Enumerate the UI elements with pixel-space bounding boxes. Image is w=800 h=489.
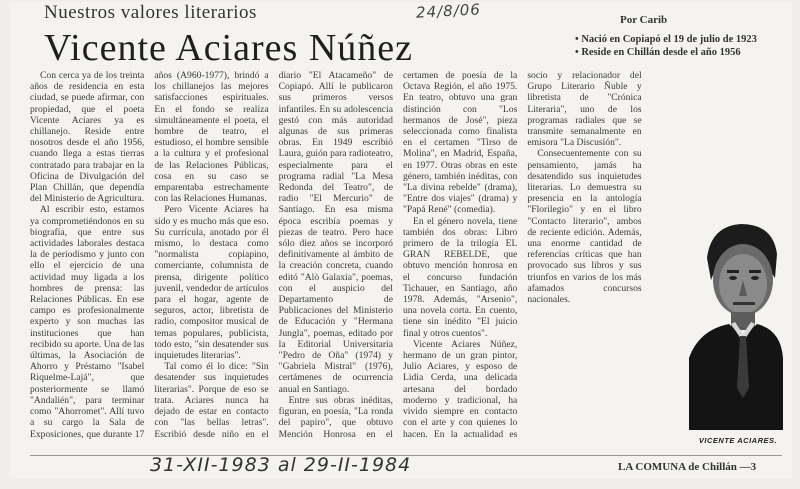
paragraph: Entre sus obras inéditas, figuran, en poesía, "La ronda del papiro", que obtuvo Mención Honrosa en el certamen de poesía de la Octava Región, el año 1975. En teatro, obtuvo una gran distinción con "Los hermanos de José", pieza seleccionada como finalista en el certamen "Tirso de Molina", en Madrid, España, en 1977. Otras obras en este género, también inéditas, con "La divina rebelde" (drama), "Entre dos viajes" (drama) y "Papá René" (comedia). <box>278 70 518 440</box>
paragraph: Tal como él lo dice: "Sin desatender sus inquietudes literarias". Porque de eso se trata. Aciares nunca ha dejado de estar en contacto con "las bellas letras". Escribió desde niño en el diario "El Atacameño" de Copiapó. Allí le publicaron sus primeros versos infantiles. En su adolescencia gestó con más autoridad algunas de sus primeras obras. En 1949 escribió Laura, guión para radioteatro, especialmente para el programa radial "La Mesa Redonda del Teatro", de radio "El Mercurio" de Santiago. En esa misma época escribía poemas y piezas de teatro. Pero hace sólo diez años se incorporó definitivamente al ámbito de la creación concreta, cuando editó "Alò Galaxia", poemas, con el auspicio del Departamento de Publicaciones del Ministerio de Educación y "Hermana Jungla", poemas, editado por la Editorial Universitaria "Pedro de Oña" (1974) y "Gabriela Mistral" (1976), certámenes de ocurrencia anual en Santiago. <box>154 70 393 440</box>
fact-birth: • Nació en Copiapó el 19 de julio de 1923 <box>575 33 757 46</box>
portrait-figure <box>686 218 786 448</box>
article-body <box>30 70 766 450</box>
headline: Vicente Aciares Núñez <box>44 27 413 69</box>
paragraph: Pero Vicente Aciares ha sido y es mucho más que eso. Su currícula, anotado por él mismo, lo destaca como "normalista copiapino, comerciante, columnista de prensa, dirigente político juvenil, vendedor de artículos para el hogar, agente de seguros, actor, libretista de radio, compositor musical de temas populares, publicista, todo esto, "sin desatender sus inquietudes literarias". <box>154 204 269 362</box>
handwritten-note: 24/8/06 <box>415 0 482 22</box>
paragraph: En el género novela, tiene también dos obras: Libro primero de la trilogía EL GRAN REBELDE, que obtuvo mención honrosa en el concurso fundación Tichauer, en Santiago, año 1978. Además, "Arsenio", una novela corta. En cuento, tiene sin inédito "El juicio final y otros cuentos". <box>402 215 518 339</box>
portrait-photo <box>689 218 783 430</box>
photo-caption: VICENTE ACIARES. <box>698 436 778 445</box>
section-kicker: Nuestros valores literarios <box>44 2 257 23</box>
paragraph: Al escribir esto, estamos ya comprometiéndonos en su biografía, que entre sus actividades laborales destaca la de periodismo y junto con ello el ejercicio de una actividad muy ligada a los hombres de prensa: las Relaciones Públicas. En ese campo es profesionalmente experto y son muchas las instituciones que han recibido su aporte. Una de las últimas, la Asociación de Ahorro y Préstamo "Isabel Riquelme-Lajá", que posteriormente se llamó "Andalién", para terminar como "Ahorromet". Allí tuvo a su cargo la Sala de Exposiciones, que durante 17 años (A960-1977), brindó a los chillanejos las mejores satisfacciones espirituales. En el fondo se realiza simultáneamente el poeta, el hombre de teatro, el estudioso, el hombre sensible a la cultura y el profesional de las Relaciones Públicas, cosa en su caso se emparentaba estrechamente con las Relaciones Humanas. <box>30 70 269 440</box>
page-footer: LA COMUNA de Chillán —3 <box>618 461 757 473</box>
handwritten-dates: 31-XII-1983 al 29-II-1984 <box>150 454 412 476</box>
paragraph: Vicente Aciares Núñez, hermano de un gran pintor, Julio Aciares, y esposo de Lidia Cerda, una delicada artesana del bordado moderno y tradicional, ha vivido siempre en contacto con el arte y con quienes lo hacen. En la actualidad es socio y relacionador del Grupo Literario Ñuble y libretista de "Crónica Literaria", uno de los programas radiales que se transmite semanalmente en emisora "La Discusión". <box>402 70 642 440</box>
paragraph: Con cerca ya de los treinta años de residencia en esta ciudad, se puede afirmar, con propiedad, que el poeta Vicente Aciares ya es chillanejo. Reside entre nosotros desde el año 1956, cuando llega a estas tierras contratado para trabajar en la Oficina de Divulgación del Plan Chillán, que dependía del Ministerio de Agricultura. <box>30 70 145 205</box>
byline: Por Carib <box>620 14 668 26</box>
fact-list <box>575 33 757 59</box>
paragraph: Consecuentemente con su pensamiento, jamás ha desatendido sus inquietudes literarias. Lo demuestra su presencia en la antología "Florilegio" y en el libro "Contacto literario", ambos de reciente edición. Además, una enorme cantidad de referencias críticas que han provocado sus libros y sus triunfos en varios de los más afamados concursos nacionales. <box>527 148 642 306</box>
fact-residence: • Reside en Chillán desde el año 1956 <box>575 46 757 59</box>
